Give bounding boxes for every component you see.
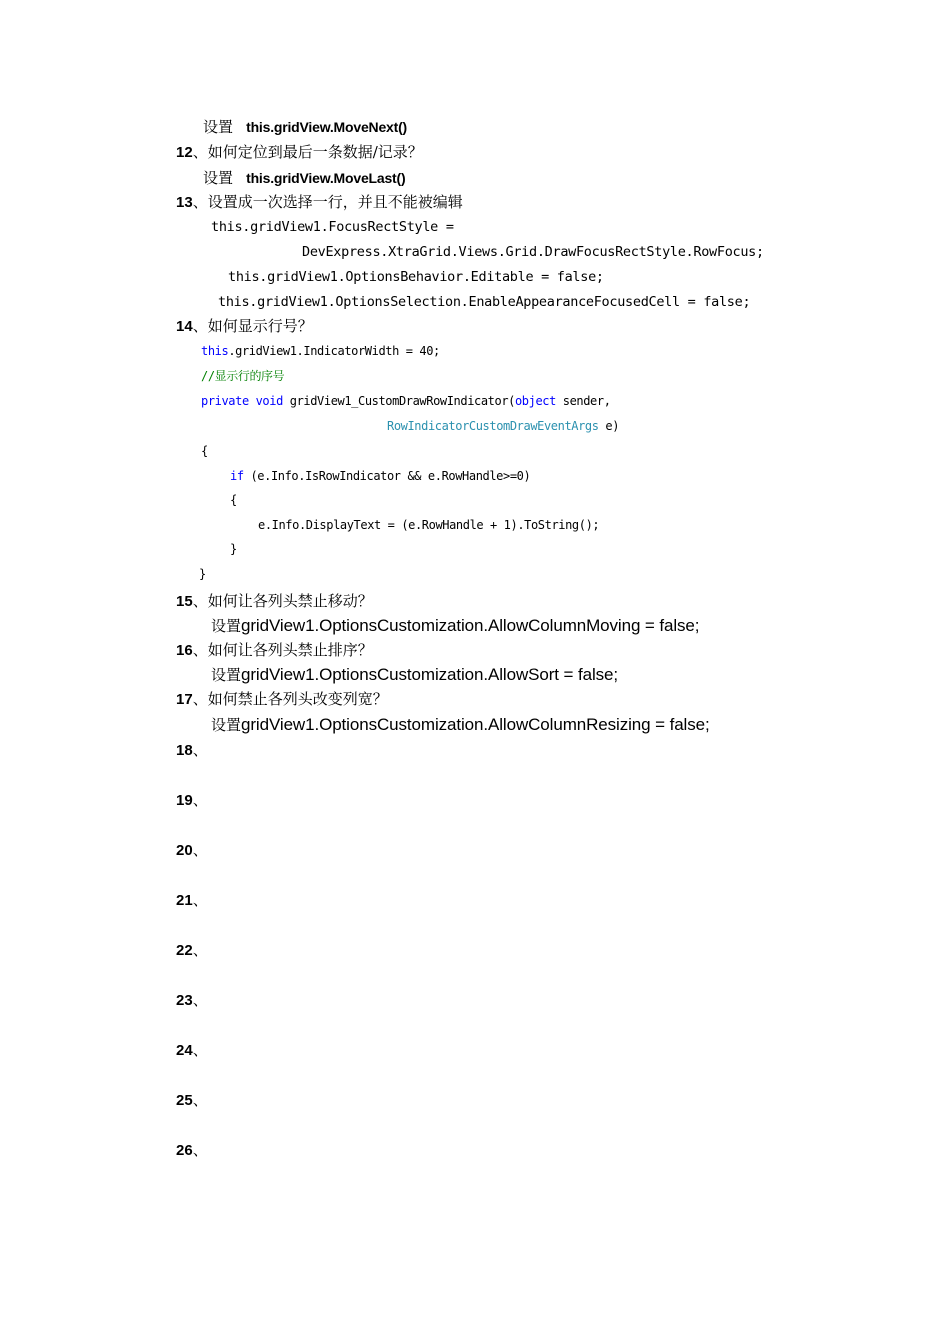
empty-item-26 [176, 1142, 208, 1158]
question-text: 、设置成一次选择一行，并且不能被编辑 [192, 193, 463, 211]
code-line: this.gridView1.FocusRectStyle = [211, 219, 454, 235]
question-number: 15 [176, 593, 193, 610]
code-line: this.gridView1.OptionsSelection.EnableAppearanceFocusedCell = false; [218, 294, 751, 310]
separator: 、 [192, 1091, 208, 1109]
code-line: e.Info.DisplayText = (e.RowHandle + 1).ToString(); [258, 518, 600, 532]
item-number: 18 [176, 742, 193, 759]
type-name: RowIndicatorCustomDrawEventArgs [387, 419, 599, 433]
question-text: 、如何禁止各列头改变列宽？ [192, 690, 388, 708]
set-label: 设置 [203, 169, 234, 187]
question-number: 14 [176, 318, 193, 335]
code-text: gridView1_CustomDrawRowIndicator( [289, 394, 515, 408]
question-number: 17 [176, 691, 193, 708]
empty-item-20 [176, 842, 208, 858]
movenext-code: this.gridView.MoveNext() [246, 119, 408, 135]
code-line: DevExpress.XtraGrid.Views.Grid.DrawFocusRectStyle.RowFocus; [302, 244, 764, 260]
question-text: 、如何让各列头禁止排序？ [192, 641, 373, 659]
empty-item-19 [176, 792, 208, 808]
item-number: 20 [176, 842, 193, 859]
code-comment: //显示行的序号 [201, 369, 285, 383]
keyword: void [255, 394, 283, 408]
empty-item-23 [176, 992, 208, 1008]
code-text: sender, [562, 394, 611, 408]
code-brace: } [230, 542, 237, 556]
code-line [387, 420, 619, 432]
question-15 [176, 593, 373, 609]
empty-item-18 [176, 742, 208, 758]
answer-16 [211, 666, 618, 683]
code-brace: { [230, 493, 237, 507]
empty-item-21 [176, 892, 208, 908]
question-text: 、如何显示行号？ [192, 317, 313, 335]
item-number: 22 [176, 942, 193, 959]
separator: 、 [192, 841, 208, 859]
separator: 、 [192, 791, 208, 809]
empty-item-24 [176, 1042, 208, 1058]
question-14 [176, 318, 313, 334]
question-13 [176, 194, 463, 210]
item-number: 23 [176, 992, 193, 1009]
code-text: e) [605, 419, 620, 433]
set-label: 设置 [211, 716, 242, 734]
separator: 、 [192, 891, 208, 909]
item-number: 19 [176, 792, 193, 809]
question-12 [176, 144, 423, 160]
code-line [230, 470, 530, 482]
question-17 [176, 691, 388, 707]
separator: 、 [192, 991, 208, 1009]
separator: 、 [192, 1041, 208, 1059]
set-label: 设置 [203, 118, 234, 136]
separator: 、 [192, 941, 208, 959]
item-number: 25 [176, 1092, 193, 1109]
keyword: object [514, 394, 556, 408]
keyword: this [201, 344, 229, 358]
movelast-line [203, 170, 405, 186]
set-label: 设置 [211, 617, 242, 635]
answer-code: gridView1.OptionsCustomization.AllowSort = false; [241, 665, 619, 684]
keyword: if [230, 469, 244, 483]
answer-17 [211, 716, 710, 733]
question-number: 16 [176, 642, 193, 659]
item-number: 21 [176, 892, 193, 909]
code-text: (e.Info.IsRowIndicator && e.RowHandle>=0) [250, 469, 531, 483]
keyword: private [201, 394, 249, 408]
item-number: 26 [176, 1142, 193, 1159]
answer-code: gridView1.OptionsCustomization.AllowColumnResizing = false; [241, 715, 710, 734]
answer-code: gridView1.OptionsCustomization.AllowColumnMoving = false; [241, 616, 700, 635]
code-line [201, 345, 440, 357]
movelast-code: this.gridView.MoveLast() [246, 170, 406, 186]
code-line: this.gridView1.OptionsBehavior.Editable = false; [228, 269, 604, 285]
question-number: 12 [176, 144, 193, 161]
empty-item-22 [176, 942, 208, 958]
separator: 、 [192, 741, 208, 759]
item-number: 24 [176, 1042, 193, 1059]
question-text: 、如何让各列头禁止移动？ [192, 592, 373, 610]
question-number: 13 [176, 194, 193, 211]
code-line [201, 395, 611, 407]
question-text: 、如何定位到最后一条数据/记录？ [192, 143, 423, 161]
movenext-line [203, 119, 407, 135]
set-label: 设置 [211, 666, 242, 684]
code-text: .gridView1.IndicatorWidth = 40; [228, 344, 440, 358]
question-16 [176, 642, 373, 658]
empty-item-25 [176, 1092, 208, 1108]
code-brace: { [201, 444, 208, 458]
answer-15 [211, 617, 699, 634]
separator: 、 [192, 1141, 208, 1159]
code-brace: } [199, 567, 206, 581]
